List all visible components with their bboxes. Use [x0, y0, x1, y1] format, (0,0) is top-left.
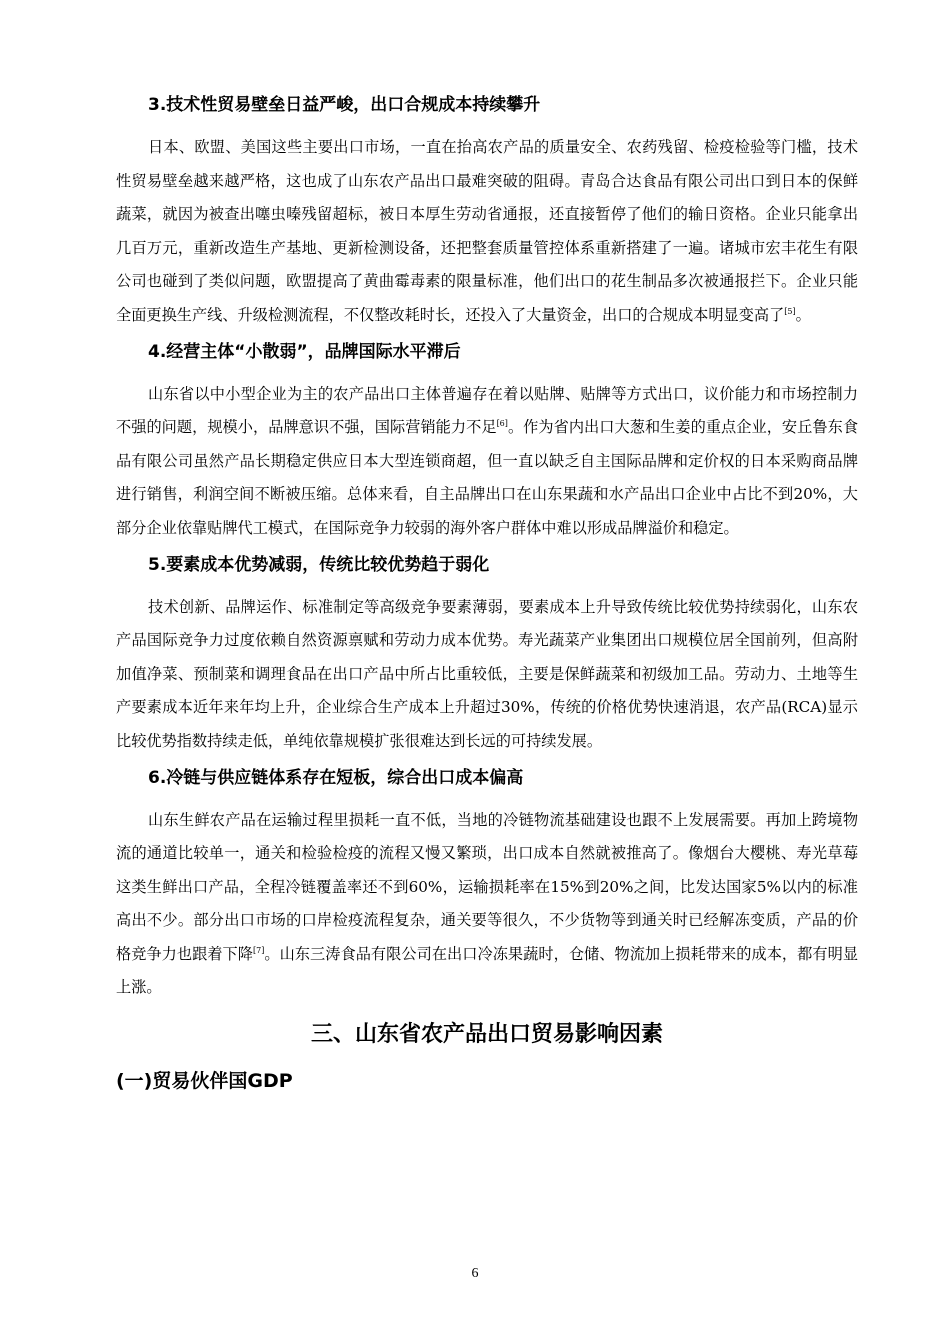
paragraph-4: [116, 378, 858, 546]
subsection-heading-6: 6.冷链与供应链体系存在短板，综合出口成本偏高: [148, 767, 524, 788]
paragraph-6-tail: 。山东三涛食品有限公司在出口冷冻果蔬时，仓储、物流加上损耗带来的成本，都有明显上涨。: [116, 944, 859, 997]
subsection-heading-3: 3.技术性贸易壁垒日益严峻，出口合规成本持续攀升: [148, 95, 541, 115]
paragraph-5-text: 技术创新、品牌运作、标准制定等高级竞争要素薄弱，要素成本上升导致传统比较优势持续弱化，山东农产品国际竞争力过度依赖自然资源禀赋和劳动力成本优势。寿光蔬菜产业集团出口规模位居全国前列，但高附加值净菜、预制菜和调理食品在出口产品中所占比重较低，主要是保鲜蔬菜和初级加工品。劳动力、土地等生产要素成本近年来年均上升，企业综合生产成本上升超过30%，传统的价格优势快速消退，农产品(RCA)显示比较优势指数持续走低，单纯依靠规模扩张很难达到长远的可持续发展。: [116, 597, 858, 750]
citation-7: [7]: [253, 945, 265, 955]
paragraph-3-tail: 。: [795, 305, 811, 324]
citation-5: [5]: [784, 306, 796, 316]
paragraph-3-text: 日本、欧盟、美国这些主要出口市场，一直在抬高农产品的质量安全、农药残留、检疫检验等门槛，技术性贸易壁垒越来越严格，这也成了山东农产品出口最难突破的阻碍。青岛合达食品有限公司出口到日本的保鲜蔬菜，就因为被查出噻虫嗪残留超标，被日本厚生劳动省通报，还直接暂停了他们的输日资格。企业只能拿出几百万元，重新改造生产基地、更新检测设备，还把整套质量管控体系重新搭建了一遍。诸城市宏丰花生有限公司也碰到了类似问题，欧盟提高了黄曲霉毒素的限量标准，他们出口的花生制品多次被通报拦下。企业只能全面更换生产线、升级检测流程，不仅整改耗时长，还投入了大量资金，出口的合规成本明显变高了: [116, 138, 858, 324]
paragraph-6-text: 山东生鲜农产品在运输过程里损耗一直不低，当地的冷链物流基础建设也跟不上发展需要。再加上跨境物流的通道比较单一，通关和检验检疫的流程又慢又繁琐，出口成本自然就被推高了。像烟台大樱桃、寿光草莓这类生鲜出口产品，全程冷链覆盖率还不到60%，运输损耗率在15%到20%之间，比发达国家5%以内的标准高出不少。部分出口市场的口岸检疫流程复杂，通关要等很久，不少货物等到通关时已经解冻变质，产品的价格竞争力也跟着下降: [116, 810, 858, 963]
paragraph-6: [116, 804, 858, 1006]
paragraph-4-text: 山东省以中小型企业为主的农产品出口主体普遍存在着以贴牌、贴牌等方式出口，议价能力和市场控制力不强的问题，规模小，品牌意识不强，国际营销能力不足: [116, 384, 858, 437]
subsection-heading-4: 4.经营主体“小散弱”，品牌国际水平滞后: [148, 341, 461, 362]
paragraph-3: [116, 131, 858, 333]
subsection-heading-5: 5.要素成本优势减弱，传统比较优势趋于弱化: [148, 554, 490, 575]
citation-6: [6]: [496, 419, 508, 429]
paragraph-4-tail: 。作为省内出口大葱和生姜的重点企业，安丘鲁东食品有限公司虽然产品长期稳定供应日本大型连锁商超，但一直以缺乏自主国际品牌和定价权的日本采购商品牌进行销售，利润空间不断被压缩。总体来看，自主品牌出口在山东果蔬和水产品出口企业中占比不到20%，大部分企业依靠贴牌代工模式，在国际竞争力较弱的海外客户群体中难以形成品牌溢价和稳定。: [116, 418, 859, 537]
page-number: 6: [471, 1266, 479, 1281]
sub-section-heading: (一)贸易伙伴国GDP: [116, 1070, 293, 1093]
page-content: [116, 92, 858, 1097]
paragraph-5: [116, 591, 858, 759]
section-heading: 三、山东省农产品出口贸易影响因素: [310, 1022, 663, 1048]
